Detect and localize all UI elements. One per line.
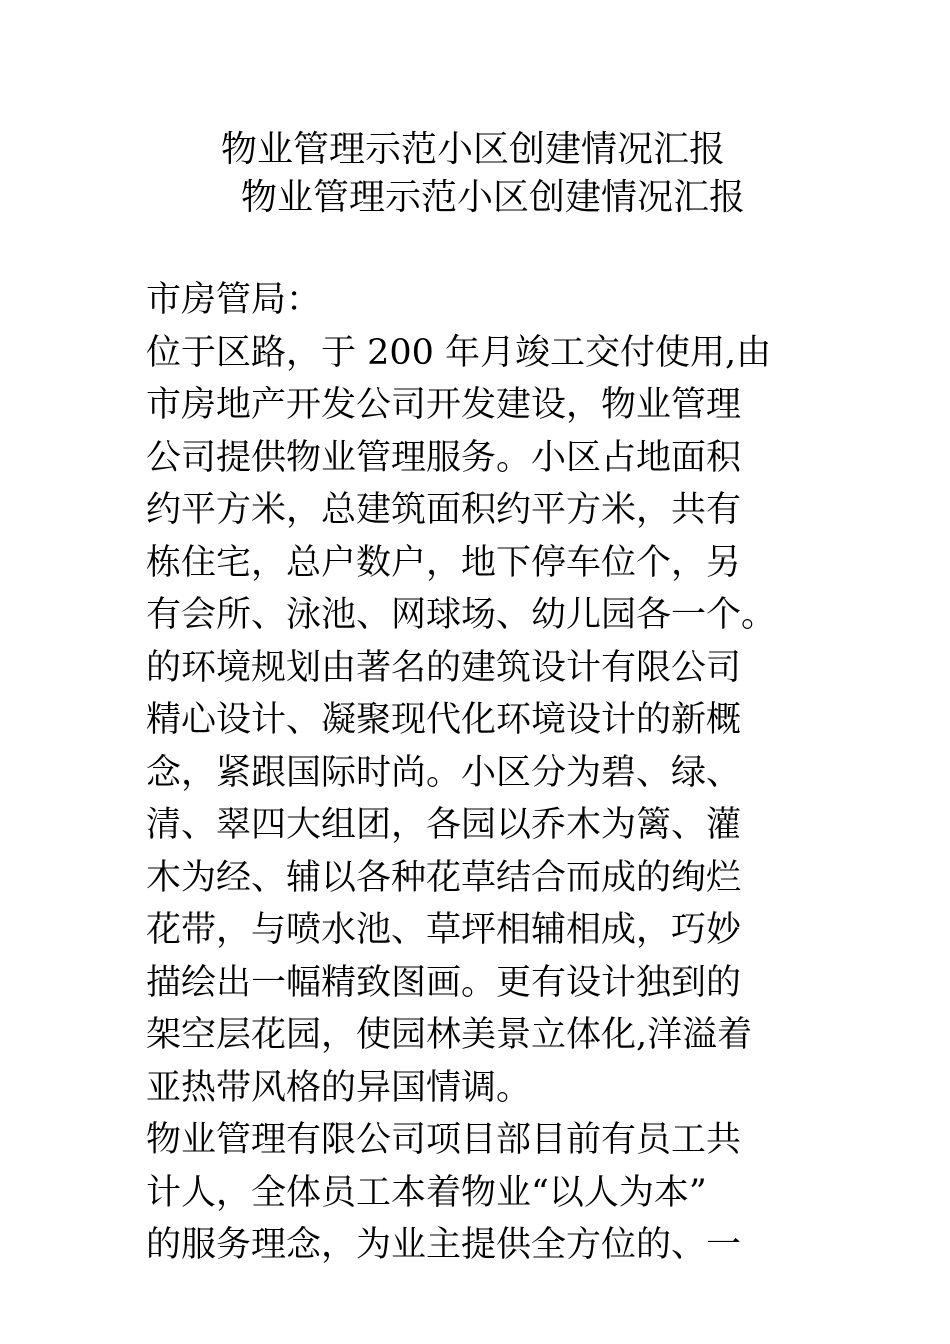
document-body (146, 274, 826, 1272)
salutation: 市房管局： (146, 280, 322, 320)
body-line: 的环境规划由著名的建筑设计有限公司 (146, 647, 742, 688)
body-line: 木为经、辅以各种花草结合而成的绚烂 (146, 857, 742, 898)
body-line: 念，紧跟国际时尚。小区分为碧、绿、 (146, 752, 742, 793)
document-title: 物业管理示范小区创建情况汇报 (220, 129, 725, 170)
body-line: 市房地产开发公司开发建设，物业管理 (146, 385, 742, 425)
body-line: 物业管理有限公司项目部目前有员工共 (146, 1120, 742, 1160)
body-line: 精心设计、凝聚现代化环境设计的新概 (146, 700, 742, 740)
body-line: 计人，全体员工本着物业“以人为本” (146, 1172, 707, 1213)
body-line: 栋住宅，总户数户，地下停车位个，另 (146, 542, 742, 583)
body-line: 亚热带风格的异国情调。 (146, 1067, 532, 1108)
body-line: 描绘出一幅精致图画。更有设计独到的 (146, 962, 742, 1003)
body-line: 架空层花园，使园林美景立体化,洋溢着 (146, 1015, 753, 1055)
body-line: 公司提供物业管理服务。小区占地面积 (146, 437, 742, 478)
body-line: 位于区路，于 200 年月竣工交付使用,由 (146, 332, 772, 373)
document-subtitle: 物业管理示范小区创建情况汇报 (240, 177, 745, 218)
body-line: 花带，与喷水池、草坪相辅相成，巧妙 (146, 910, 742, 950)
body-line: 清、翠四大组团，各园以乔木为篱、灌 (146, 805, 742, 845)
body-line: 约平方米，总建筑面积约平方米，共有 (146, 490, 742, 530)
body-line: 的服务理念，为业主提供全方位的、一 (146, 1225, 742, 1265)
body-line: 有会所、泳池、网球场、幼儿园各一个。 (146, 595, 777, 635)
